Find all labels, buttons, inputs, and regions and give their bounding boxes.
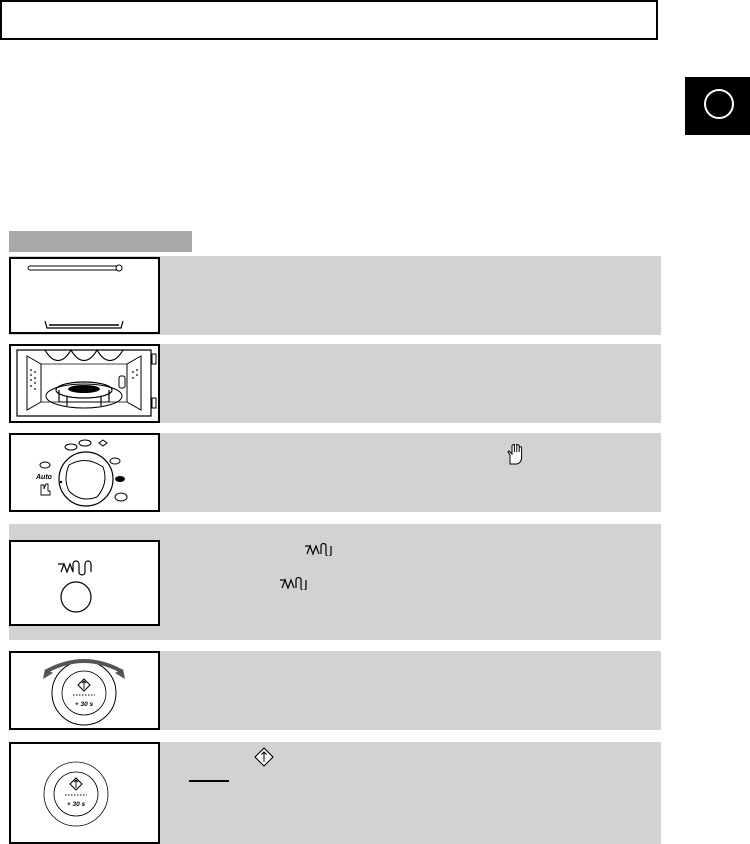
underline-mark bbox=[189, 780, 229, 782]
auto-label: Auto bbox=[36, 474, 52, 481]
grill-button-icon bbox=[9, 540, 160, 626]
rotating-start-dial-icon bbox=[9, 651, 160, 730]
plus-30-label: + 30 s bbox=[66, 801, 86, 808]
auto-cook-dial-icon bbox=[9, 433, 160, 512]
oven-interior-with-rack-icon bbox=[9, 344, 160, 423]
circle-icon bbox=[704, 89, 734, 119]
grill-symbol-icon bbox=[280, 576, 310, 590]
plus-30-label: + 30 s bbox=[74, 701, 94, 708]
manual-hand-icon bbox=[505, 444, 525, 466]
oven-tray-and-rack-icon bbox=[9, 257, 160, 334]
start-diamond-icon bbox=[254, 747, 274, 767]
section-heading-bar bbox=[9, 231, 192, 252]
page-title-box bbox=[0, 0, 658, 40]
language-tab bbox=[685, 77, 750, 135]
start-dial-icon bbox=[9, 742, 160, 844]
grill-symbol-icon bbox=[305, 542, 335, 556]
